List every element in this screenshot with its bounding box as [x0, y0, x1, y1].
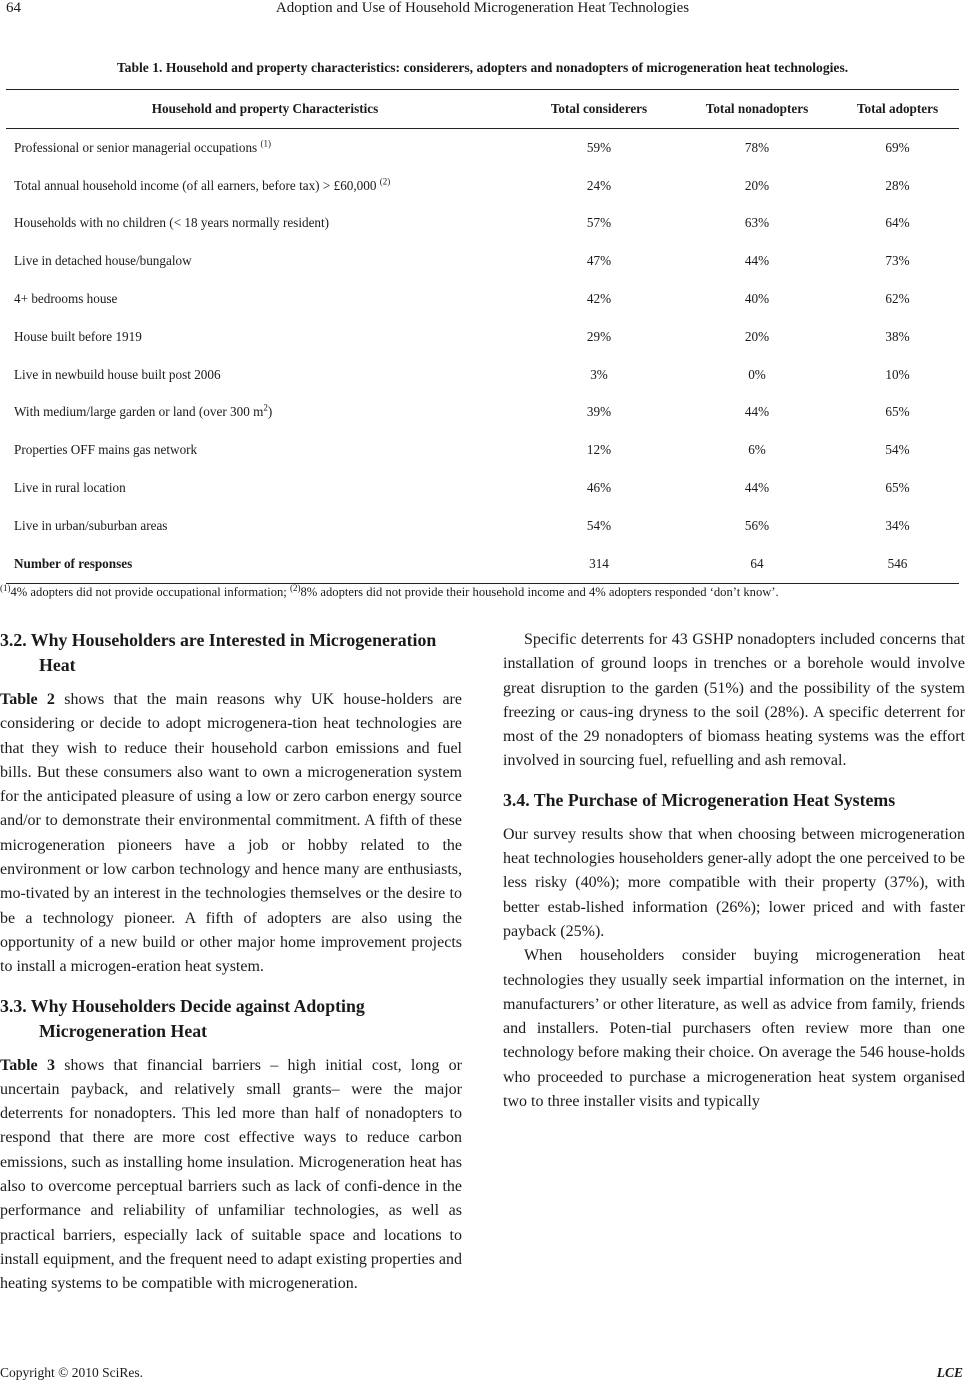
table-reference: Table 2: [0, 691, 55, 708]
row-label: Live in rural location: [14, 480, 126, 496]
paragraph: When householders consider buying microgeneration heat technologies they usually seek impartial information on the internet, in manufacturers’ or other literature, as well as advice from family, friends and installers. Poten-tial purchasers often review more than one technology before making their choice. On average the 546 house-holds who proceeded to purchase a microgeneration heat system organised two to three installer visits and typically: [503, 947, 965, 1111]
table-row: [6, 469, 959, 507]
value-cell: 0%: [748, 366, 766, 382]
value-cell: 59%: [586, 139, 612, 155]
section-heading-3-3: 3.3. Why Householders Decide against Adopting Microgeneration Heat: [0, 995, 365, 1041]
table-row: [6, 205, 959, 243]
paragraph: Specific deterrents for 43 GSHP nonadopters included concerns that installation of ground loops in trenches or a borehole would involve great disruption to the garden (51%) and the possibility of the system freezing or caus-ing dryness to the soil (28%). A specific deterrent for most of the 29 nonadopters of biomass heating systems was the effort involved in sourcing fuel, refuelling and ash removal.: [503, 631, 965, 770]
table-row: [6, 507, 959, 545]
table-header-row: [6, 90, 959, 129]
row-label-cell: [6, 356, 520, 394]
value-cell: 6%: [748, 442, 766, 458]
value-cell: 40%: [744, 291, 770, 307]
value-cell: 54%: [885, 442, 910, 458]
row-label: With medium/large garden or land (over 300 m: [14, 404, 264, 420]
row-label: Live in newbuild house built post 2006: [14, 366, 221, 382]
footnote-text: 8% adopters did not provide their household income and 4% adopters responded ‘don’t know’.: [300, 585, 779, 599]
footnote-marker: (1): [260, 138, 271, 149]
row-label-cell: [6, 394, 520, 432]
column-header: Total nonadopters: [678, 90, 836, 129]
footnote-marker: (1): [0, 582, 11, 593]
footnote-text: 4% adopters did not provide occupational information;: [10, 585, 290, 599]
value-cell: 44%: [744, 404, 770, 420]
row-label: Number of responses: [14, 555, 133, 571]
page-number: 64: [6, 0, 21, 16]
value-cell: 28%: [885, 177, 910, 193]
value-cell: 314: [520, 545, 678, 583]
value-cell: 12%: [586, 442, 612, 458]
value-cell: 546: [836, 545, 959, 583]
table-row: [6, 394, 959, 432]
left-column: [0, 628, 462, 1297]
value-cell: 20%: [744, 328, 770, 344]
table-row: [6, 318, 959, 356]
characteristics-table: [6, 89, 959, 584]
value-cell: 64%: [885, 215, 910, 231]
table-row: [6, 242, 959, 280]
row-label-cell: [6, 280, 520, 318]
row-label-suffix: ): [267, 404, 273, 420]
value-cell: 65%: [885, 480, 910, 496]
value-cell: 78%: [744, 139, 770, 155]
row-label: Properties OFF mains gas network: [14, 442, 198, 458]
row-label-cell: [6, 129, 520, 167]
table-row: [6, 129, 959, 167]
value-cell: 3%: [590, 366, 608, 382]
column-header: Household and property Characteristics: [6, 90, 520, 129]
value-cell: 64: [678, 545, 836, 583]
value-cell: 38%: [885, 328, 910, 344]
value-cell: 54%: [586, 517, 612, 533]
paragraph-text: shows that the main reasons why UK house-holders are considering or decide to adopt microgenera-tion heat technologies are that they wish to reduce their household carbon emissions and fuel bills. But these consumers also want to own a microgeneration system for the anticipated pleasure of using a low or zero carbon energy source and/or to demonstrate their environmental commitment. A fifth of these microgeneration pioneers have a job or hobby related to the environment or low carbon technology and hence many are enthusiasts, mo-tivated by an interest in the technologies themselves or the desire to be a technology pioneer. A fifth of adopters are also using the opportunity of a new build or other major home improvement projects to install a microgen-eration heat system.: [0, 691, 462, 976]
value-cell: 56%: [744, 517, 770, 533]
row-label: 4+ bedrooms house: [14, 291, 118, 307]
row-label: Households with no children (< 18 years normally resident): [14, 215, 330, 231]
value-cell: 20%: [744, 177, 770, 193]
section-heading-3-2: 3.2. Why Householders are Interested in Microgeneration Heat: [0, 630, 437, 675]
row-label: Professional or senior managerial occupations: [14, 139, 258, 155]
value-cell: 42%: [586, 291, 612, 307]
table-row: [6, 431, 959, 469]
table-caption: Table 1. Household and property characteristics: considerers, adopters and nonadopters of microgeneration heat technologies.: [116, 60, 849, 75]
value-cell: 44%: [744, 253, 770, 269]
value-cell: 62%: [885, 291, 910, 307]
row-label-cell: [6, 469, 520, 507]
footer-journal: LCE: [936, 1365, 963, 1380]
row-label-cell: [6, 242, 520, 280]
superscript: 2: [263, 403, 268, 414]
value-cell: 34%: [885, 517, 910, 533]
value-cell: 47%: [586, 253, 612, 269]
row-label: Live in detached house/bungalow: [14, 253, 192, 269]
column-header: Total adopters: [836, 90, 959, 129]
row-label: Total annual household income (of all earners, before tax) > £60,000: [14, 177, 377, 193]
table-row: [6, 167, 959, 205]
value-cell: 44%: [744, 480, 770, 496]
row-label-cell: [6, 431, 520, 469]
table-footnote: [0, 582, 779, 600]
value-cell: 39%: [586, 404, 612, 420]
value-cell: 10%: [885, 366, 910, 382]
row-label-cell: [6, 507, 520, 545]
paragraph: [0, 688, 462, 980]
row-label-cell: [6, 167, 520, 205]
value-cell: 46%: [586, 480, 612, 496]
footer-copyright: Copyright © 2010 SciRes.: [0, 1365, 144, 1380]
row-label-cell: [6, 545, 520, 583]
table-row: [6, 280, 959, 318]
value-cell: 57%: [586, 215, 612, 231]
value-cell: 65%: [885, 404, 910, 420]
column-header: Total considerers: [520, 90, 678, 129]
table-row: [6, 356, 959, 394]
paragraph-text: shows that financial barriers – high initial cost, long or uncertain payback, and relatively small grants– were the major deterrents for nonadopters. This led more than half of nonadopters to respond that there are more cost effective ways to reduce carbon emissions, such as installing home insulation. Microgeneration heat has also to overcome perceptual barriers such as lack of confi-dence in the performance and reliability of unfamiliar technologies, as well as practical barriers, especially lack of suitable space and locations to install equipment, and the frequent need to adapt existing properties and heating systems to be compatible with microgeneration.: [0, 1056, 462, 1293]
value-cell: 29%: [586, 328, 612, 344]
row-label: House built before 1919: [14, 328, 142, 344]
value-cell: 73%: [885, 253, 910, 269]
row-label-cell: [6, 205, 520, 243]
running-header: Adoption and Use of Household Microgeneration Heat Technologies: [275, 0, 690, 16]
table-row: [6, 545, 959, 583]
row-label-cell: [6, 318, 520, 356]
table-reference: Table 3: [0, 1056, 55, 1074]
row-label: Live in urban/suburban areas: [14, 517, 168, 533]
value-cell: 69%: [885, 139, 910, 155]
paragraph: [0, 1054, 462, 1297]
footnote-marker: (2): [379, 176, 391, 187]
value-cell: 63%: [744, 215, 770, 231]
paragraph: Our survey results show that when choosing between microgeneration heat technologies householders gener-ally adopt the one perceived to be less risky (40%); more compatible with their property (37%), with better estab-lished information (26%); lower priced and with faster payback (25%).: [503, 825, 965, 940]
footnote-marker: (2): [289, 582, 301, 593]
right-column: [503, 628, 965, 1114]
section-heading-3-4: 3.4. The Purchase of Microgeneration Heat Systems: [503, 789, 896, 810]
value-cell: 24%: [586, 177, 612, 193]
